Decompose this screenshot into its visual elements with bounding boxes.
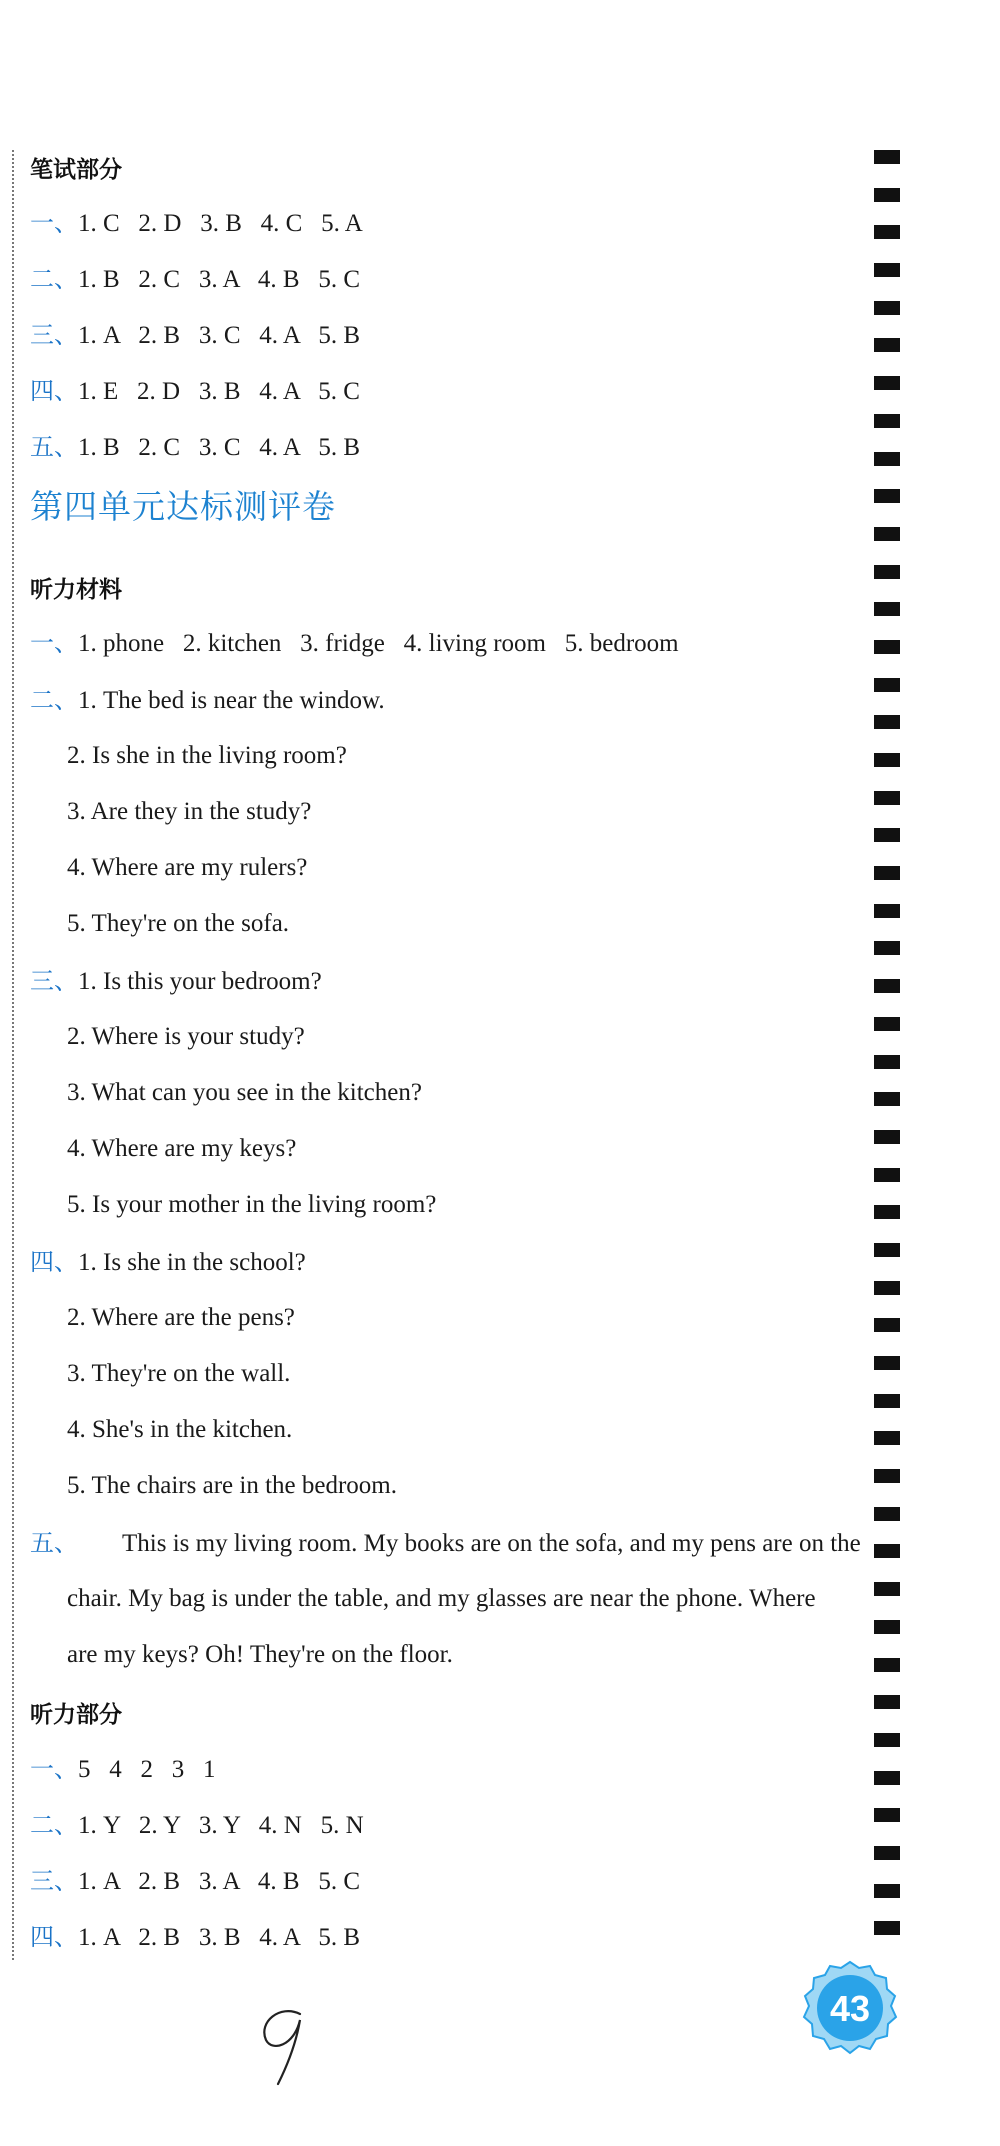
- material-row: 3. What can you see in the kitchen?: [67, 1079, 422, 1106]
- material-text: 1. The bed is near the window.: [78, 687, 385, 714]
- written-answer-row: [30, 320, 360, 351]
- material-text: 1. Is she in the school?: [78, 1249, 306, 1276]
- material-row: chair. My bag is under the table, and my glasses are near the phone. Where: [67, 1585, 816, 1612]
- material-row: 3. Are they in the study?: [67, 798, 312, 825]
- listening-answer-row: [30, 1754, 216, 1785]
- left-dotted-rule: [12, 150, 14, 1960]
- question-number: 二、: [30, 686, 78, 714]
- question-number: 四、: [30, 1923, 78, 1951]
- material-row: 4. She's in the kitchen.: [67, 1416, 293, 1443]
- binding-tab: [874, 678, 900, 692]
- binding-tab: [874, 150, 900, 164]
- listening-answer-row: [30, 1866, 360, 1897]
- binding-tab: [874, 1733, 900, 1747]
- material-row: [30, 628, 679, 659]
- question-number: 一、: [30, 209, 78, 237]
- material-row: are my keys? Oh! They're on the floor.: [67, 1641, 453, 1668]
- binding-tab: [874, 1356, 900, 1370]
- binding-tab: [874, 1620, 900, 1634]
- answer-text: 1. A 2. B 3. A 4. B 5. C: [78, 1868, 360, 1895]
- binding-tab: [874, 1846, 900, 1860]
- binding-tab: [874, 941, 900, 955]
- page-number-badge: [790, 1960, 910, 2060]
- binding-tab: [874, 1431, 900, 1445]
- question-number: 二、: [30, 265, 78, 293]
- handwritten-nine-mark: [240, 2000, 330, 2090]
- page-number: 43: [829, 1988, 871, 2029]
- binding-tab: [874, 1318, 900, 1332]
- binding-tab: [874, 715, 900, 729]
- binding-tab: [874, 1582, 900, 1596]
- binding-tab: [874, 1205, 900, 1219]
- question-number: 五、: [30, 1529, 78, 1557]
- binding-tab: [874, 1507, 900, 1521]
- answer-text: 1. E 2. D 3. B 4. A 5. C: [78, 378, 360, 405]
- material-row: 4. Where are my rulers?: [67, 854, 308, 881]
- section-heading-written: 笔试部分: [30, 157, 122, 183]
- written-answer-row: [30, 264, 360, 295]
- binding-tab: [874, 1168, 900, 1182]
- material-row: 2. Where are the pens?: [67, 1304, 295, 1331]
- binding-tab: [874, 527, 900, 541]
- question-number: 五、: [30, 433, 78, 461]
- binding-tab: [874, 1092, 900, 1106]
- answer-text: 1. A 2. B 3. B 4. A 5. B: [78, 1924, 360, 1951]
- binding-tab: [874, 489, 900, 503]
- binding-tab: [874, 1130, 900, 1144]
- binding-tab: [874, 979, 900, 993]
- listening-answer-row: [30, 1810, 364, 1841]
- listening-answer-row: [30, 1922, 360, 1953]
- binding-tab: [874, 1771, 900, 1785]
- binding-tab: [874, 1544, 900, 1558]
- binding-tab: [874, 1394, 900, 1408]
- material-row: 3. They're on the wall.: [67, 1360, 291, 1387]
- binding-tab: [874, 602, 900, 616]
- material-row: 2. Is she in the living room?: [67, 742, 347, 769]
- question-number: 一、: [30, 629, 78, 657]
- answer-text: 1. A 2. B 3. C 4. A 5. B: [78, 322, 360, 349]
- binding-tab: [874, 1695, 900, 1709]
- binding-tab: [874, 188, 900, 202]
- binding-tab: [874, 225, 900, 239]
- question-number: 三、: [30, 1867, 78, 1895]
- binding-tab: [874, 338, 900, 352]
- binding-tab: [874, 376, 900, 390]
- binding-tab: [874, 791, 900, 805]
- material-row: 5. They're on the sofa.: [67, 910, 290, 937]
- answer-text: 1. Y 2. Y 3. Y 4. N 5. N: [78, 1812, 364, 1839]
- written-answer-row: [30, 208, 363, 239]
- material-text: 1. Is this your bedroom?: [78, 968, 322, 995]
- question-number: 四、: [30, 1248, 78, 1276]
- binding-tab: [874, 301, 900, 315]
- answer-text: 1. C 2. D 3. B 4. C 5. A: [78, 210, 363, 237]
- material-row: 5. Is your mother in the living room?: [67, 1191, 437, 1218]
- material-text: This is my living room. My books are on the sofa, and my pens are on the: [122, 1530, 861, 1557]
- material-row: [30, 685, 385, 716]
- binding-tab: [874, 1658, 900, 1672]
- question-number: 三、: [30, 967, 78, 995]
- binding-tab: [874, 1921, 900, 1935]
- binding-tab: [874, 1884, 900, 1898]
- material-row: [30, 966, 322, 997]
- unit-title: 第四单元达标测评卷: [30, 487, 336, 526]
- binding-tab: [874, 904, 900, 918]
- binding-tab: [874, 1055, 900, 1069]
- answer-text: 1. B 2. C 3. C 4. A 5. B: [78, 434, 360, 461]
- binding-tab: [874, 1243, 900, 1257]
- binding-tab: [874, 1281, 900, 1295]
- written-answer-row: [30, 376, 360, 407]
- binding-tab: [874, 565, 900, 579]
- question-number: 二、: [30, 1811, 78, 1839]
- question-number: 三、: [30, 321, 78, 349]
- material-text: 1. phone 2. kitchen 3. fridge 4. living room 5. bedroom: [78, 630, 679, 657]
- answer-text: 1. B 2. C 3. A 4. B 5. C: [78, 266, 360, 293]
- material-row: [30, 1528, 861, 1559]
- answer-text: 5 4 2 3 1: [78, 1756, 216, 1783]
- material-row: 5. The chairs are in the bedroom.: [67, 1472, 397, 1499]
- binding-tab: [874, 414, 900, 428]
- binding-tab: [874, 1808, 900, 1822]
- material-row: 2. Where is your study?: [67, 1023, 305, 1050]
- material-row: [30, 1247, 306, 1278]
- binding-tab: [874, 828, 900, 842]
- binding-tab: [874, 263, 900, 277]
- binding-tab: [874, 452, 900, 466]
- binding-tab: [874, 866, 900, 880]
- written-answer-row: [30, 432, 360, 463]
- binding-tab: [874, 753, 900, 767]
- section-heading-listening-material: 听力材料: [30, 577, 122, 603]
- question-number: 一、: [30, 1755, 78, 1783]
- question-number: 四、: [30, 377, 78, 405]
- binding-tab-strip: [874, 150, 900, 1959]
- binding-tab: [874, 1469, 900, 1483]
- material-row: 4. Where are my keys?: [67, 1135, 297, 1162]
- binding-tab: [874, 640, 900, 654]
- binding-tab: [874, 1017, 900, 1031]
- section-heading-listening: 听力部分: [30, 1702, 122, 1728]
